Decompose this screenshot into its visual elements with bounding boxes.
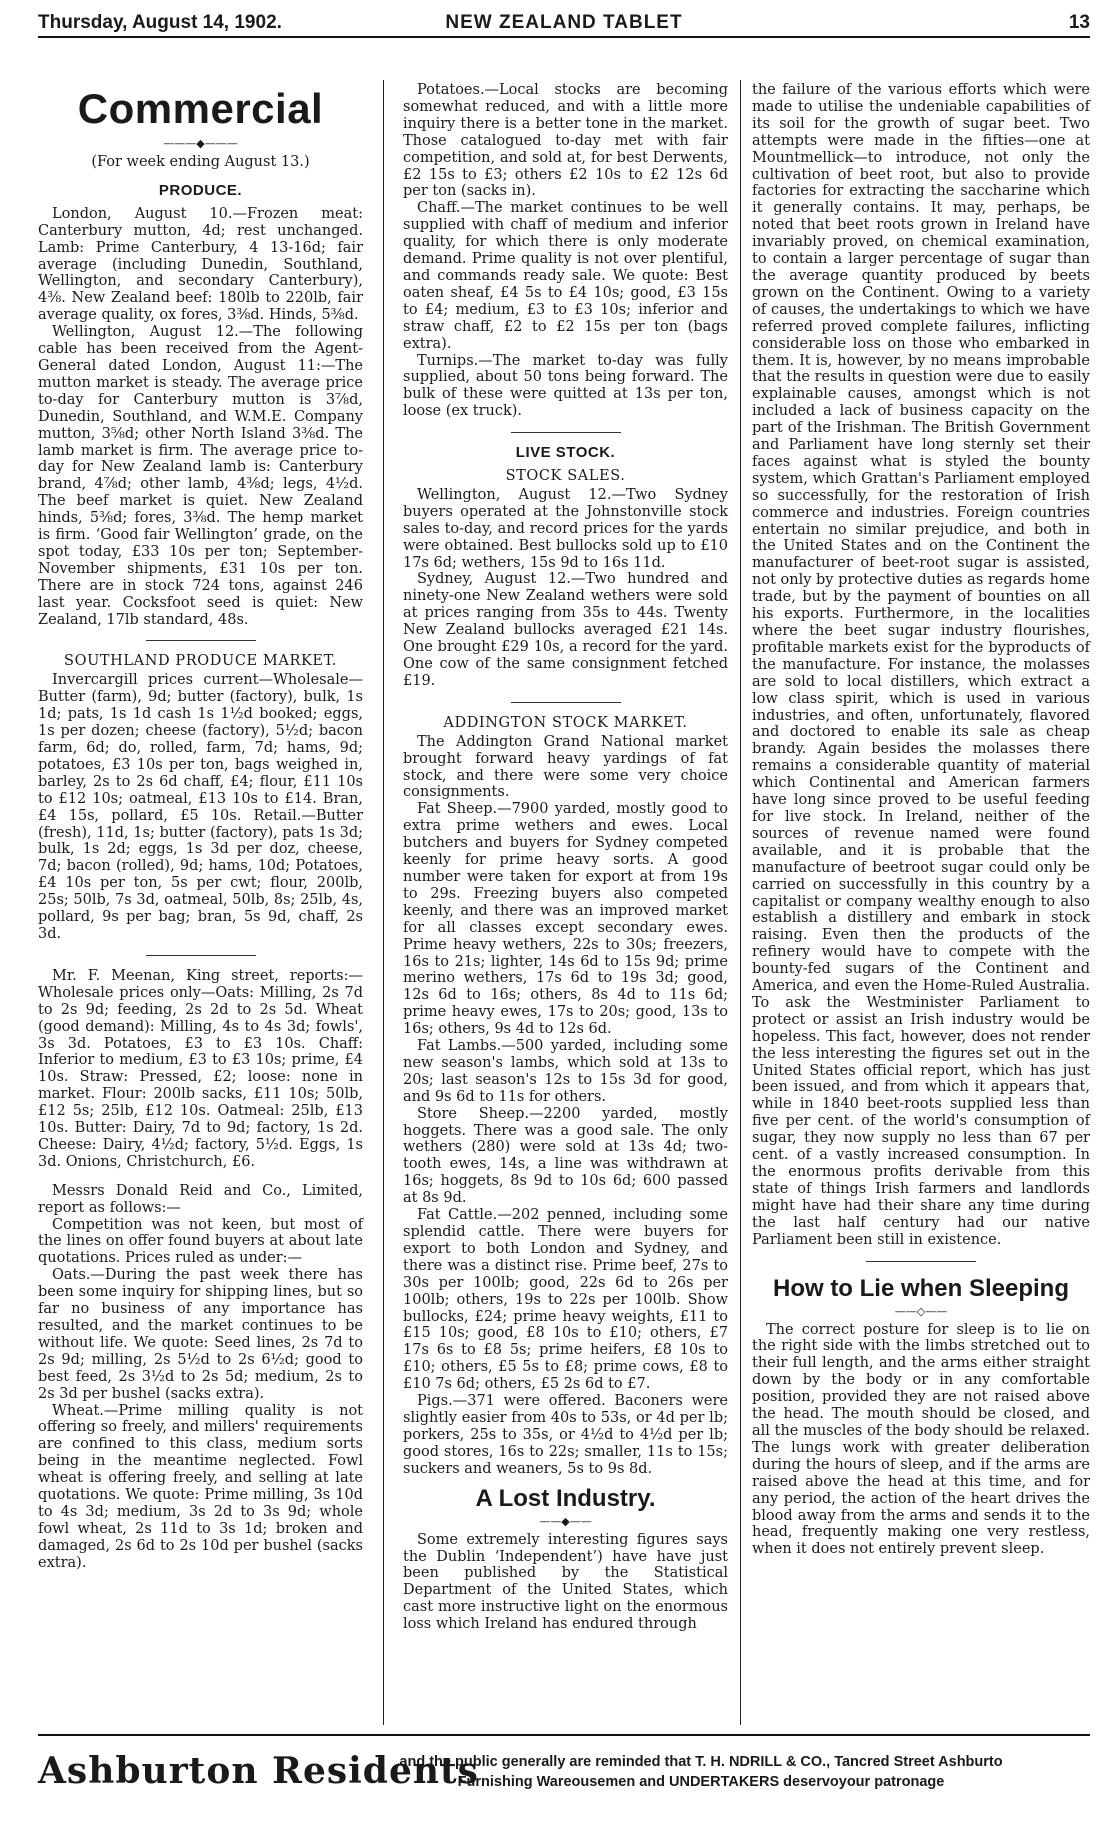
column-divider-2 bbox=[740, 80, 741, 1725]
addington-paragraph: Pigs.—371 were offered. Baconers were slightly easier from 40s to 53s, or 4d per lb; porkers, 25s to 35s, or 4½d to 4½d per lb; good stores, 16s to 22s; smaller, 11s to 15s; suckers and weaners, 5s to 9s 8d. bbox=[403, 1393, 728, 1477]
addington-paragraph: The Addington Grand National market brought forward heavy yardings of fat stock, and there were some very choice consignments. bbox=[403, 733, 728, 801]
lost-industry-paragraph: Some extremely interesting figures says the Dublin ‘Independent’) have have just been published by the Statistical Department of the United States, which cast more instructive light on the enormous loss which Ireland has endured through bbox=[403, 1531, 728, 1633]
addington-paragraph: Store Sheep.—2200 yarded, mostly hoggets. There was a good sale. The only wethers (280) were sold at 13s 4d; two-tooth ewes, 14s, a line was withdrawn at 16s; hoggets, 8s 9d to 10s 6d; 600 passed at 8s 9d. bbox=[403, 1105, 728, 1207]
addington-heading: ADDINGTON STOCK MARKET. bbox=[443, 714, 688, 731]
section-rule bbox=[866, 1261, 976, 1262]
stock-sales-paragraph: Wellington, August 12.—Two Sydney buyers operated at the Johnstonville stock sales to-day, and record prices for the yards were obtained. Best bullocks sold up to £10 17s 6d; wethers, 15s 9d to 16s 11d. bbox=[403, 486, 728, 571]
sleeping-title: How to Lie when Sleeping bbox=[772, 1274, 1069, 1302]
header-rule bbox=[38, 36, 1090, 38]
commercial-ornament: ———◆——— bbox=[163, 137, 238, 150]
livestock-heading: LIVE STOCK. bbox=[515, 444, 616, 462]
footer-line-2: Furnishing Wareousemen and UNDERTAKERS deservoyour patronage bbox=[457, 1774, 945, 1790]
week-note: (For week ending August 13.) bbox=[91, 154, 310, 170]
header-page-number: 13 bbox=[1068, 12, 1090, 33]
chaff-paragraph: Chaff.—The market continues to be well supplied with chaff of medium and inferior quality, for which there is only moderate demand. Prime quality is not over plentiful, and commands ready sale. We quote: Best oaten sheaf, £4 5s to £4 10s; good, £3 15s to £4; medium, £3 to £3 10s; inferior and straw chaff, £2 to £2 15s per ton (bags extra). bbox=[403, 200, 728, 352]
section-rule bbox=[146, 955, 256, 956]
potatoes-paragraph: Potatoes.—Local stocks are becoming somewhat reduced, and with a little more inquiry there is a better tone in the market. Those catalogued to-day met with fair competition, and sold at, for best Derwents, £2 15s to £3; others £2 10s to £2 12s 6d per ton (sacks in). bbox=[403, 82, 728, 200]
footer-rule bbox=[38, 1734, 1090, 1736]
column-divider-1 bbox=[383, 80, 384, 1725]
page-header bbox=[38, 8, 1090, 34]
addington-paragraph: Fat Sheep.—7900 yarded, mostly good to extra prime wethers and ewes. Local butchers and buyers for Sydney competed keenly for prime heavy sorts. A good number were taken for export at from 19s to 29s. Freezing buyers also competed keenly, and there was an improved market for all classes except secondary ewes. Prime heavy wethers, 22s to 30s; freezers, 16s to 21s; lighter, 14s 6d to 15s 9d; prime merino wethers, 17s 6d to 19s 3d; good, 12s 6d to 16s; others, 8s 4d to 11s 6d; prime heavy ewes, 17s to 20s; good, 13s to 16s; others, 9s 4d to 12s 6d. bbox=[403, 801, 728, 1038]
footer-line-1: and the public generally are reminded that T. H. NDRILL & CO., Tancred Street Ashburto bbox=[399, 1754, 1003, 1770]
footer-brand: Ashburton Residents bbox=[38, 1750, 479, 1792]
lost-industry-ornament: ——◆—— bbox=[539, 1514, 592, 1528]
lost-industry-title: A Lost Industry. bbox=[475, 1484, 656, 1512]
sleeping-paragraph: The correct posture for sleep is to lie on the right side with the limbs stretched out to their full length, and the arms either straight down by the body or in any comfortable position, provided they are not raised above the head. The mouth should be closed, and all the muscles of the body should be relaxed. The lungs work with greater deliberation during the hours of sleep, and if the arms are raised above the head at this time, and for any period, the action of the heart drives the blood away from the arms and sends it to the head, frequently making one very restless, when it does not entirely prevent sleep. bbox=[752, 1321, 1090, 1558]
produce-heading: PRODUCE. bbox=[158, 181, 243, 199]
header-date: Thursday, August 14, 1902. bbox=[38, 12, 282, 33]
produce-london-paragraph: London, August 10.—Frozen meat: Canterbury mutton, 4d; rest unchanged. Lamb: Prime Canterbury, 4 13-16d; fair average (including Dunedin, Southland, Wellington, and secondary Canterbury), 4⅜. New Zealand beef: 180lb to 220lb, fair average quality, ox fores, 3⅜d. Hinds, 5⅜d. bbox=[38, 205, 363, 324]
section-rule bbox=[511, 432, 621, 433]
lost-industry-continued: the failure of the various efforts which were made to utilise the undeniable capabilities of its soil for the growth of sugar beet. Two attempts were made in the fifties—one at Mountmellick—to introduce, not only the cultivation of beet root, but also to provide factories for extracting the saccharine which it generally contains. It may, perhaps, be noted that beet roots grown in Ireland have invariably proved, on chemical examination, to contain a larger percentage of sugar than the average quantity produced by beets grown on the Continent. Owing to a variety of causes, the undertakings to which we have referred proved complete failures, inflicting considerable loss on those who embarked in them. It is, however, by no means improbable that the results in question were due to easily explainable causes, amongst which is not included a lack of business capacity on the part of the Irishman. The British Government and Parliament have long sternly set their faces against what is styled the bounty system, which Grattan's Parliament employed so successfully, for the restoration of Irish commerce and industries. Foreign countries entertain no similar prejudice, and both in the United States and on the Continent the manufacturer of beet-root sugar is assisted, not only by protective duties as regards home trade, but by the payment of bounties on all his exports. Furthermore, in the localities where the beet sugar industry flourishes, profitable markets exist for the byproducts of the manufacture. For instance, the molasses are sold to local distillers, which extract a low class spirit, which is used in various industries, and often, unfortunately, flavored and doctored to enable its sale as cheap brandy. Again besides the molasses there remains a considerable quantity of material which Continental and American farmers have long since proved to be useful feeding for live stock. In Ireland, neither of the sources of revenue named were found available, and it is probable that the manufacture of beetroot sugar could only be carried on successfully in this country by a capitalist or company wealthy enough to also establish a distillery and embark in stock raising. Even then the products of the refinery would have to compete with the bounty-fed sugars of the Continent and America, and even the Home-Ruled Australia. To ask the Westminister Parliament to protect or assist an Irish industry would be hopeless. This fact, however, does not render the less interesting the figures set out in the United States official report, which has just been issued, and from which it appears that, while in 1840 beet-roots supplied less than five per cent. of the world's consumption of sugar, they now supply no less than 67 per cent. of a vastly increased consumption. In the enormous profits derivable from this state of things Irish farmers and landlords might have had their share any time during the last half century had our native Parliament been still in existence. bbox=[752, 82, 1091, 1248]
turnips-paragraph: Turnips.—The market to-day was fully supplied, about 50 tons being forward. The bulk of these were quitted at 13s per ton, loose (ex truck). bbox=[403, 352, 728, 420]
header-paper-title: NEW ZEALAND TABLET bbox=[445, 12, 683, 33]
stock-sales-paragraph: Sydney, August 12.—Two hundred and ninety-one New Zealand wethers were sold at prices ranging from 35s to 44s. Twenty New Zealand bullocks averaged £21 14s. One brought £29 10s, a record for the yard. One cow of the same consignment fetched £19. bbox=[403, 571, 728, 689]
reid-paragraph: Messrs Donald Reid and Co., Limited, report as follows:— bbox=[38, 1182, 363, 1216]
section-rule bbox=[146, 640, 256, 641]
footer-advert bbox=[38, 1750, 1090, 1810]
column-livestock bbox=[403, 82, 728, 1633]
commercial-title: Commercial bbox=[77, 85, 324, 132]
addington-paragraph: Fat Cattle.—202 penned, including some splendid cattle. There were buyers for export to both London and Sydney, and there was a distinct rise. Prime beef, 27s to 30s per 100lb; good, 22s 6d to 26s per 100lb; others, 19s to 22s per 100lb. Show bullocks, £24; prime heavy weights, £11 to £15 10s; good, £8 10s to £10; others, £7 17s 6s to £8 5s; prime heifers, £8 10s to £10; others, £5 5s to £8; prime cows, £8 to £10 7s 6d; others, £5 2s 6d to £7. bbox=[403, 1207, 728, 1393]
reid-paragraph: Competition was not keen, but most of the lines on offer found buyers at about late quotations. Prices ruled as under:— bbox=[38, 1216, 363, 1267]
column-commercial bbox=[38, 82, 363, 1572]
southland-paragraph: Invercargill prices current—Wholesale—Butter (farm), 9d; butter (factory), bulk, 1s 1d; pats, 1s 1d cash 1s 1½d booked; eggs, 1s per dozen; cheese (factory), 5½d; bacon farm, 6d; do, rolled, farm, 7d; hams, 9d; potatoes, £3 10s per ton, bags weighed in, barley, 2s to 2s 6d chaff, £4; flour, £11 10s to £12 10s; oatmeal, £13 10s to £14. Bran, £4 15s, pollard, £5 10s. Retail.—Butter (fresh), 11d, 1s; butter (factory), pats 1s 3d; bulk, 1s 2d; eggs, 1s 3d per doz, cheese, 7d; bacon (rolled), 9d; hams, 10d; Potatoes, £4 10s per ton, 5s per cwt; flour, 200lb, 25s; 50lb, 7s 3d, oatmeal, 50lb, 8s; 25lb, 4s, pollard, 9s per bag; bran, 5s 9d, chaff, 2s 3d. bbox=[38, 672, 363, 942]
produce-wellington-paragraph: Wellington, August 12.—The following cable has been received from the Agent-General dated London, August 11:—The mutton market is steady. The average price to-day for Canterbury mutton is 3⅞d, Dunedin, Southland, and W.M.E. Company mutton, 3⅝d; other North Island 3⅜d. The lamb market is firm. The average price to-day for New Zealand lamb is: Canterbury brand, 4⅞d; other lamb, 4⅜d; legs, 4½d. The beef market is quiet. New Zealand hinds, 5⅜d; fores, 3⅜d. The hemp market is firm. ‘Good fair Wellington’ grade, on the spot today, £33 10s per ton; September-November shipments, £31 10s per ton. There are in stock 724 tons, against 246 last year. Cocksfoot seed is quiet: New Zealand, 17lb standard, 48s. bbox=[38, 324, 363, 628]
reid-paragraph: Oats.—During the past week there has been some inquiry for shipping lines, but so far no business of any importance has resulted, and the market continues to be without life. We quote: Seed lines, 2s 7d to 2s 9d; milling, 2s 5½d to 2s 6½d; good to best feed, 2s 3½d to 2s 5d; medium, 2s to 2s 3d per bushel (sacks extra). bbox=[38, 1267, 363, 1402]
section-rule bbox=[511, 702, 621, 703]
column-articles bbox=[752, 82, 1090, 1558]
southland-heading: SOUTHLAND PRODUCE MARKET. bbox=[64, 653, 337, 670]
stock-sales-heading: STOCK SALES. bbox=[505, 468, 626, 485]
meenan-paragraph: Mr. F. Meenan, King street, reports:—Wholesale prices only—Oats: Milling, 2s 7d to 2s 9d; feeding, 2s 2d to 2s 5d. Wheat (good demand): Milling, 4s to 4s 3d; fowls', 3s 3d. Potatoes, £3 to £3 10s. Chaff: Inferior to medium, £3 to £3 10s; prime, £4 10s. Straw: Pressed, £2; loose: none in market. Flour: 200lb sacks, £11 10s; 50lb, £12 5s; 25lb, £12 10s. Oatmeal: 25lb, £13 10s. Butter: Dairy, 7d to 9d; factory, 1s 2d. Cheese: Dairy, 4½d; factory, 5½d. Eggs, 1s 3d. Onions, Christchurch, £6. bbox=[38, 967, 363, 1170]
addington-paragraph: Fat Lambs.—500 yarded, including some new season's lambs, which sold at 13s to 20s; last season's 12s to 15s 3d for good, and 9s 6d to 11s for others. bbox=[403, 1038, 728, 1105]
reid-paragraph: Wheat.—Prime milling quality is not offering so freely, and millers' requirements are confined to this class, medium sorts being in the meantime neglected. Fowl wheat is offering freely, and selling at late quotations. We quote: Prime milling, 3s 10d to 4s 3d; medium, 3s 2d to 3s 9d; whole fowl wheat, 2s 11d to 3s 1d; broken and damaged, 2s 6d to 2s 10d per bushel (sacks extra). bbox=[38, 1402, 363, 1571]
sleeping-ornament: ——◇—— bbox=[894, 1304, 948, 1318]
footer-text bbox=[312, 1752, 1090, 1792]
